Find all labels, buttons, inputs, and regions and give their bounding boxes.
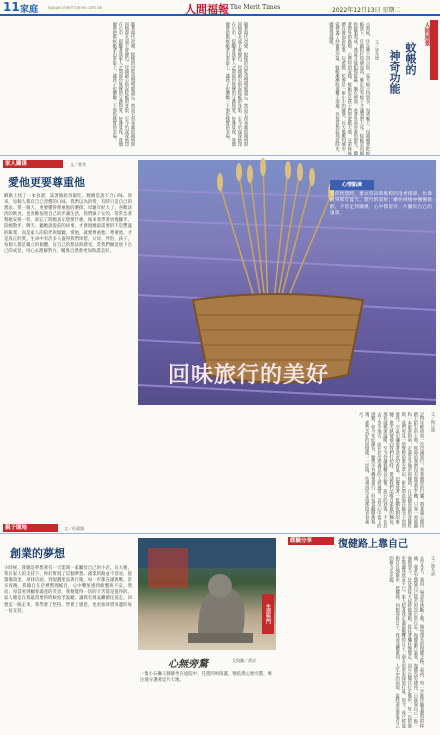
author-bottom-right: 文／簡冬禎 — [431, 556, 436, 576]
masthead-url: epaper.merit-times.com.tw — [48, 5, 103, 10]
author-bottom-mid: 文與圖／黃祈 — [232, 658, 256, 663]
photo-caption: 當你恍惚時，薰衣草田與麥桿的清香撲鼻，彷彿回到那年夏天。旅行的美好，總在回憶中慢慢發酵，不管走到哪裡，心中都留有一片屬於自己的風景。 — [330, 192, 432, 217]
section-name: 家庭 — [20, 5, 39, 15]
divider-bottom — [0, 533, 440, 534]
photo-badge-label: 心情點滴 — [341, 182, 362, 188]
section-header-parenting-label: 親子園地 — [5, 525, 28, 531]
article-body-bottom-right: 去年冬天，我因一場意外摔斷了腿，開始漫長的復健之路。起初，每一步都伴隨著劇烈的疼痛，我甚至懷疑自己能否再次正常行走。復健師告訴我，復健沒有捷徑，只能靠自己一點一滴地努力。於是我每天按時做運動，從扶著欄杆慢慢走，到可以獨自行走幾步，每一次的進步都讓我欣喜不已。家人陪著我走過最艱難的日子，朋友也常來探望打氣。如今，我已經能夠自在地散步、爬樓梯，回想那段日子，我深深體會到，人生中的困境，最終還是要靠自己的毅力去克服。 — [388, 556, 424, 728]
lion-statue-photo — [138, 538, 276, 650]
author-top-right: 文／梁兆德 — [375, 40, 380, 60]
author-left-top: 文／曾爭 — [70, 162, 86, 167]
page-number: 11 — [3, 0, 20, 14]
newspaper-logo: 人間福報 — [185, 3, 229, 16]
article-body-top-middle: 隨著時代改變，蚊帳的功能也慢慢被遺忘，然而它所承載的親情與回憶卻永遠不會褪色。母親細心掛起蚊帳的身影，至今仍深深烙印在心中，提醒著我家人之間那份無聲的守護與愛。每逢夏夜，我偶爾會把舊蚊帳拿出來掛上，讓孩子也體驗一下那份樸實的幸福。 — [224, 22, 248, 147]
photo-title-bottom-mid: 心無旁騖 — [168, 659, 208, 670]
column-tag-top-right — [430, 20, 438, 80]
issue-date: 2022年12月13日 星期二 — [332, 7, 401, 14]
section-header-experience — [288, 537, 334, 545]
section-header-family — [3, 160, 63, 168]
lion-statue-illustration — [138, 538, 276, 650]
column-name-top-right: 人間風景 — [423, 22, 430, 46]
article-body-top-left-text: 隨著時代改變，蚊帳的功能也慢慢被遺忘，然而它所承載的親情與回憶卻永遠不會褪色。母親細心掛起蚊帳的身影，至今仍深深烙印在心中，提醒著我家人之間那份無聲的守護與愛。每逢夏夜，我偶爾會把舊蚊帳拿出來掛上，讓孩子也體驗一下那份樸實的幸福。 — [111, 22, 135, 147]
author-bottom-left: 文／杜瑋涵 — [64, 526, 84, 531]
article-title-top-right-l1: 蚊帳的 — [404, 42, 417, 75]
article-body-left-top: 網路上找了一本食譜，試著做給母親吃，她總是說不合口味。原來，每個人都有自己習慣的口味，我們以為的愛，有時只是自己的想法。愛一個人，更要懂得尊重他的選擇。母親年紀大了，喜歡清淡的飲食，也喜歡按照自己的步調生活，我們做子女的，常常急著幫她安排一切，卻忘了問她真正想要什麼。後來我學著放慢腳步，陪她散步、聊天，聽她說從前的故事，才發現她最需要的不是豐盛的飯菜，而是家人的陪伴與傾聽。愛他，就要尊重他；尊重他，才是真正的愛。生命中有許多人值得我們珍惜，父母、伴侶、孩子，每個人都是獨立的個體，有自己的想法與感受。當我們願意放下自己的成見，用心去理解對方，關係自然會更加和諧美好。 — [4, 194, 132, 254]
article-title-left-top: 愛他更要尊重他 — [8, 176, 85, 189]
photo-badge — [330, 180, 374, 190]
section-header-experience-label: 經驗分享 — [290, 538, 313, 544]
article-title-bottom-right: 復健路上靠自己 — [338, 539, 408, 550]
article-title-top-right-l2: 神奇功能 — [388, 50, 401, 94]
article-body-top-right: 小時候，住在鄉下四合院，夏天蚊子特別多，每到晚上，母親總會把蚊帳放下，仔細拍打每個角落，確定沒有蚊子才讓我們上床。蚊帳是用細紗縫製而成，透氣又能阻擋蚊蟲，躺在裡面，看著外面昏黃的燈光，聽著窗外的蟲鳴，心裡特別安穩。蚊帳也是孩子們的遊戲天地，兄弟姊妹擠在裡面說故事、玩遊戲，彷彿是一座小小的城堡。長大後搬到城市，家裡裝了紗窗與冷氣，蚊帳漸漸收進櫃子深處，但每當想起那段時光，總覺得溫暖。 — [328, 22, 370, 156]
article-headline-travel: 回味旅行的美好 — [168, 363, 330, 388]
divider-top — [0, 155, 440, 156]
newspaper-logo-en: The Merit Times — [230, 4, 281, 11]
article-body-bottom-left: 小時候，我總是夢想著有一天能開一家屬於自己的小店。長大後，我在家人的支持下，終於實現了這個夢想。創業的路並不容易，從籌備資金、尋找店面，到規劃產品與行銷，每一步都充滿挑戰。許多夜晚，我獨自在店裡整理帳目，心中難免感到疲憊與不安。然而，每當看到顧客滿意的笑容，我便覺得一切的辛苦都是值得的。家人總是在我最需要的時候給予鼓勵，讓我有勇氣繼續往前走。回想這一路走來，我學會了堅持、學會了感恩，也更加珍惜身邊的每一份支持。 — [4, 566, 132, 614]
author-mid-right: 文／楊以德 — [431, 412, 436, 432]
article-body-mid-right: 記得年輕時第一次出國旅行，背著簡單的行囊，帶著滿心期待踏上陌生的土地。那時的我們沒有智慧型手機，只靠一張地圖和一本旅遊指南，走過許多城市與鄉間。在法國南部的普羅旺斯，我們看見一望無際的薰衣草田，紫色的花海在陽光下閃閃發亮，空氣中瀰漫著淡淡的香氣。田邊放著一籃剛收割的麥穗，農夫熱情地向我們打招呼，邀請我們品嚐自家做的麵包。那份純樸與溫暖，至今仍讓我難以忘懷。旅行的意義，不在於去了多少地方，而在於沿途遇見的人與風景，以及心中留下的感動。如今年紀漸長，雖然少有機會遠行，但每當翻開舊相簿，那些美好的回憶便一一浮現，彷彿再次走過那段青春歲月。 — [358, 412, 424, 529]
photo-caption-bottom-mid: 一隻小石獅子靜靜坐在庭院中，任憑四周喧囂，牠依然心無旁騖，專注地守護著這片天地。 — [140, 672, 272, 684]
stamp-label: 生活快門 — [262, 594, 274, 634]
section-header-parenting — [3, 524, 58, 532]
article-body-top-left — [3, 22, 135, 150]
section-header-family-label: 家人關係 — [5, 161, 28, 167]
article-title-bottom-left: 創業的夢想 — [10, 547, 65, 560]
